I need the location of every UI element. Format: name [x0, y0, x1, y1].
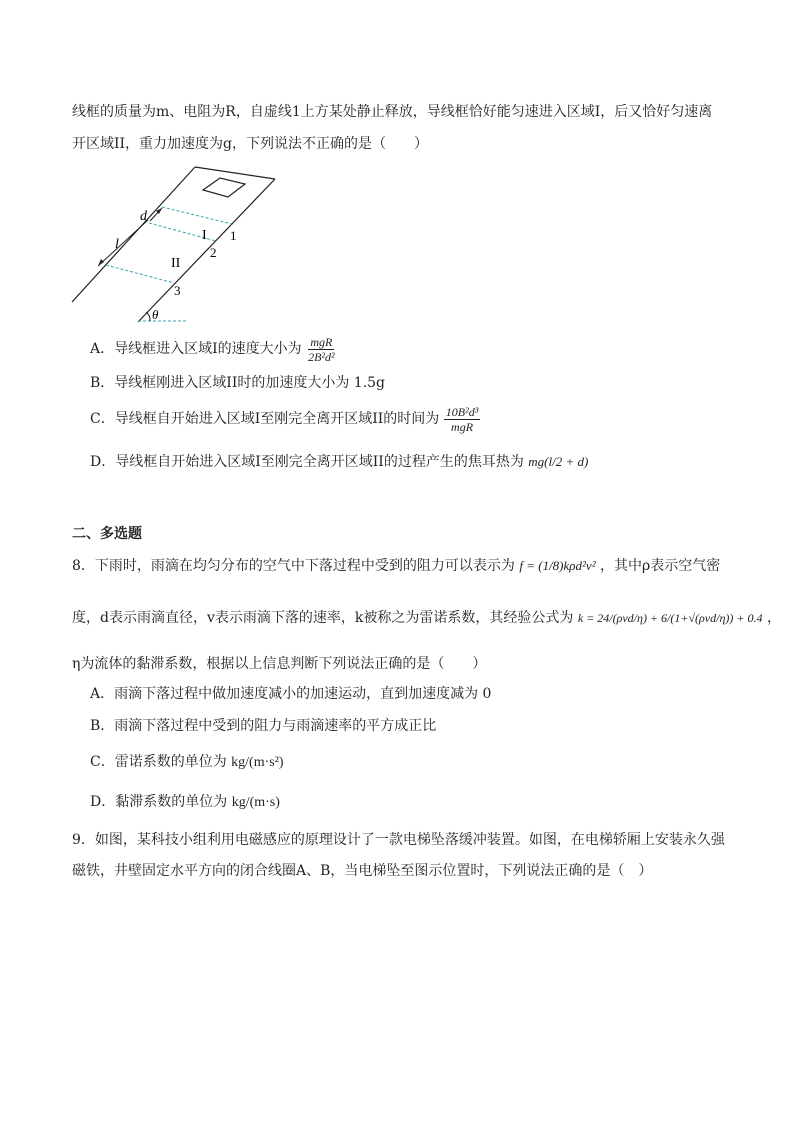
q7-option-d	[90, 448, 588, 476]
q8-formula-k: k = 24/(ρvd/η) + 6/(1+√(ρvd/η)) + 0.4	[577, 611, 763, 625]
q9-stem-line2: 磁铁，井壁固定水平方向的闭合线圈A、B，当电梯坠至图示位置时，下列说法正确的是（ ）	[72, 863, 653, 879]
q7-option-c-text: C．导线框自开始进入区域I至刚完全离开区域II的时间为	[90, 411, 440, 427]
q7-option-d-text: D．导线框自开始进入区域I至刚完全离开区域II的过程产生的焦耳热为	[90, 454, 524, 470]
q8-stem-line3: η为流体的黏滞系数，根据以上信息判断下列说法正确的是（ ）	[72, 656, 487, 672]
label-line1: 1	[230, 228, 237, 243]
q8-stem-line1	[72, 554, 720, 578]
q7-option-a-text: A．导线框进入区域I的速度大小为	[90, 341, 302, 357]
q9-stem-line1: 9．如图，某科技小组利用电磁感应的原理设计了一款电梯坠落缓冲装置。如图，在电梯轿厢上安装永久强	[72, 832, 725, 848]
q7-option-b: B．导线框刚进入区域II时的加速度大小为 1.5g	[90, 375, 386, 391]
q8-option-d-text: D．黏滞系数的单位为	[90, 794, 228, 810]
label-l: l	[115, 237, 119, 252]
q8-option-c-text: C．雷诺系数的单位为	[90, 754, 227, 770]
incline-figure	[70, 162, 290, 330]
q8-option-b: B．雨滴下落过程中受到的阻力与雨滴速率的平方成正比	[90, 718, 437, 734]
q7-stem-line1: 线框的质量为m、电阻为R，自虚线1上方某处静止释放，导线框恰好能匀速进入区域I，后又恰好匀速离	[72, 104, 713, 120]
q7-stem-line2: 开区域II，重力加速度为g，下列说法不正确的是（ ）	[72, 136, 429, 152]
q7-option-a-den: 2B²d²	[308, 349, 335, 364]
q8-option-d-unit: kg/(m·s)	[231, 795, 280, 810]
label-theta: θ	[152, 307, 159, 322]
q7-option-d-expr: mg(l/2 + d)	[528, 454, 589, 469]
q8-option-c	[90, 752, 284, 773]
q8-formula-f: f = (1/8)kρd²v²	[519, 558, 596, 573]
q8-stem-line2	[72, 606, 781, 630]
label-d: d	[140, 209, 147, 224]
q8-stem-line1-b: ，其中ρ表示空气密	[600, 558, 721, 574]
section2-title: 二、多选题	[72, 526, 142, 542]
q7-option-a-num: mgR	[310, 334, 333, 349]
q7-option-a	[90, 334, 337, 364]
label-region1: I	[202, 228, 207, 243]
q7-option-c-den: mgR	[451, 419, 474, 434]
q8-stem-line2-a: 度，d表示雨滴直径，v表示雨滴下落的速率，k被称之为雷诺系数，其经验公式为	[72, 610, 574, 626]
q8-option-d	[90, 792, 280, 813]
label-region2: II	[171, 256, 181, 271]
q8-stem-line1-a: 8．下雨时，雨滴在均匀分布的空气中下落过程中受到的阻力可以表示为	[72, 558, 515, 574]
q8-option-c-unit: kg/(m·s²)	[231, 755, 284, 770]
q7-option-a-fraction	[306, 335, 337, 364]
q8-stem-line2-b: ，	[766, 610, 781, 626]
q8-option-a: A．雨滴下落过程中做加速度减小的加速运动，直到加速度减为 0	[90, 686, 492, 702]
label-line3: 3	[174, 283, 181, 298]
q7-option-c-num: 10B²d³	[445, 404, 479, 419]
label-line2: 2	[210, 245, 217, 260]
q7-option-c	[90, 404, 480, 434]
q7-option-c-fraction	[444, 405, 481, 434]
